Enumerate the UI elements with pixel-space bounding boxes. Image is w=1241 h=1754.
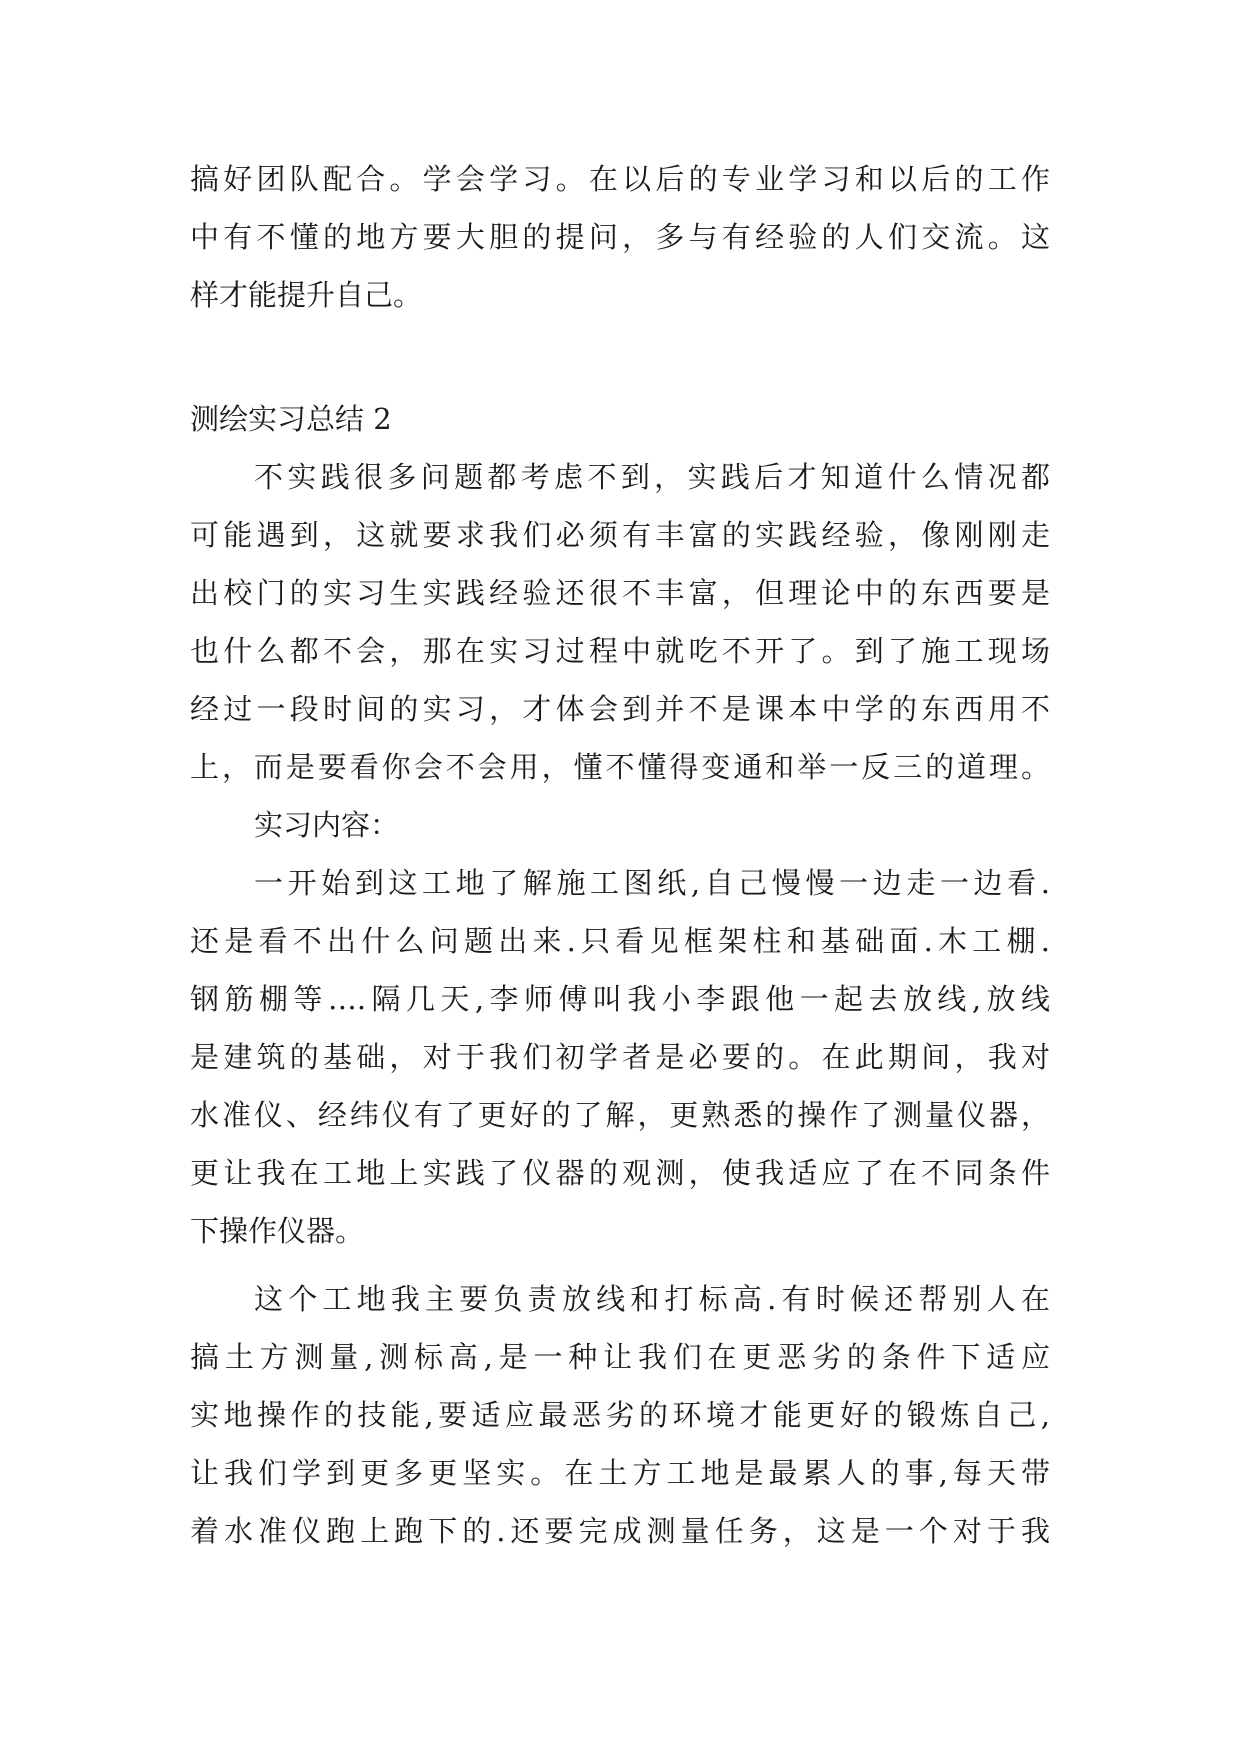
text-line: 出校门的实习生实践经验还很不丰富，但理论中的东西要是 <box>190 576 1050 610</box>
text-line: 是建筑的基础，对于我们初学者是必要的。在此期间，我对 <box>190 1040 1050 1074</box>
text-line: 可能遇到，这就要求我们必须有丰富的实践经验，像刚刚走 <box>190 518 1050 552</box>
subheading: 实习内容： <box>254 808 400 842</box>
text-line: 不实践很多问题都考虑不到，实践后才知道什么情况都 <box>254 460 1050 494</box>
text-line: 着水准仪跑上跑下的.还要完成测量任务，这是一个对于我 <box>190 1514 1050 1548</box>
previous-paragraph <box>190 150 1050 324</box>
text-line: 一开始到这工地了解施工图纸,自己慢慢一边走一边看. <box>254 866 1050 900</box>
paragraph-gap <box>190 1260 1050 1270</box>
document-body <box>190 150 1050 1560</box>
text-line: 水准仪、经纬仪有了更好的了解，更熟悉的操作了测量仪器， <box>190 1098 1050 1132</box>
section-heading: 测绘实习总结 2 <box>190 402 392 436</box>
text-line: 让我们学到更多更坚实。在土方工地是最累人的事,每天带 <box>190 1456 1050 1490</box>
text-line: 搞好团队配合。学会学习。在以后的专业学习和以后的工作 <box>190 162 1050 196</box>
text-line: 上，而是要看你会不会用，懂不懂得变通和举一反三的道理。 <box>190 750 1050 784</box>
text-line: 这个工地我主要负责放线和打标高.有时候还帮别人在 <box>254 1282 1050 1316</box>
text-line: 实地操作的技能,要适应最恶劣的环境才能更好的锻炼自己, <box>190 1398 1050 1432</box>
text-line: 下操作仪器。 <box>190 1214 365 1248</box>
text-line: 也什么都不会，那在实习过程中就吃不开了。到了施工现场 <box>190 634 1050 668</box>
paragraph-2 <box>190 854 1050 1260</box>
text-line: 经过一段时间的实习，才体会到并不是课本中学的东西用不 <box>190 692 1050 726</box>
text-line: 样才能提升自己。 <box>190 278 423 312</box>
text-line: 搞土方测量,测标高,是一种让我们在更恶劣的条件下适应 <box>190 1340 1050 1374</box>
text-line: 钢筋棚等….隔几天,李师傅叫我小李跟他一起去放线,放线 <box>190 982 1050 1016</box>
text-line: 中有不懂的地方要大胆的提问，多与有经验的人们交流。这 <box>190 220 1050 254</box>
section-gap <box>190 324 1050 390</box>
paragraph-3 <box>190 1270 1050 1560</box>
text-line: 更让我在工地上实践了仪器的观测，使我适应了在不同条件 <box>190 1156 1050 1190</box>
paragraph-1 <box>190 448 1050 796</box>
text-line: 还是看不出什么问题出来.只看见框架柱和基础面.木工棚. <box>190 924 1050 958</box>
